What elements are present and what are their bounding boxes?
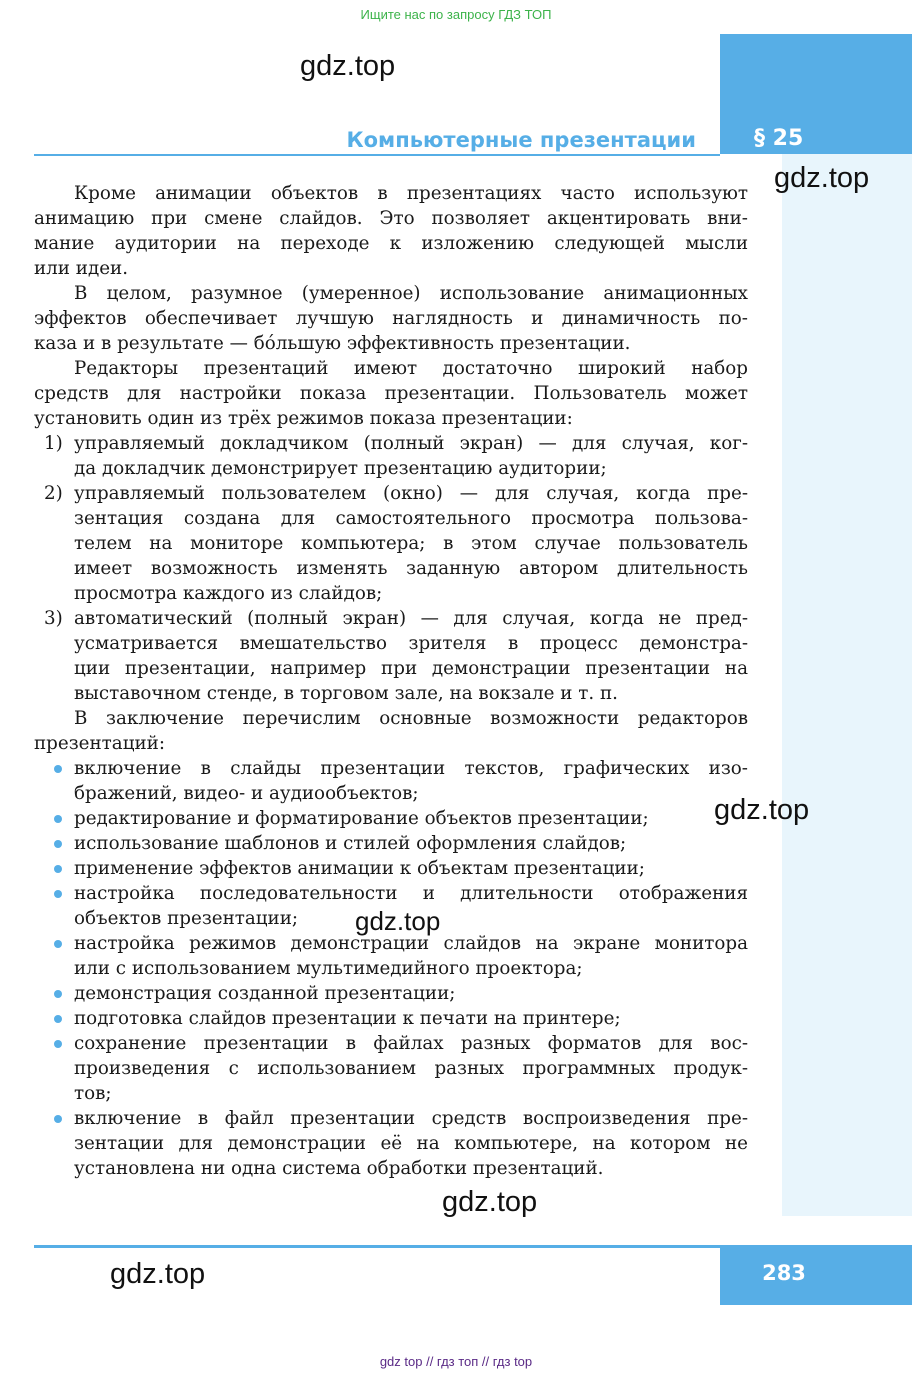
text-line: тов; — [74, 1083, 112, 1104]
text-line: бражений, видео- и аудиообъектов; — [74, 783, 419, 804]
watermark: gdz.top — [442, 1186, 538, 1218]
text-line: включение в слайды презентации текстов, графических изо- — [34, 756, 748, 781]
text-line: Редакторы презентаций имеют достаточно широкий набор — [74, 358, 748, 379]
text-line: 3) автоматический (полный экран) — для случая, когда не пред- — [44, 608, 748, 629]
header-accent-block — [720, 34, 912, 154]
bullet-dot-icon — [54, 865, 62, 873]
list-number: 2) — [44, 483, 63, 504]
bullet-dot-icon — [54, 890, 62, 898]
features-list — [34, 756, 748, 1181]
text-line: настройка последовательности и длительности отображения — [34, 881, 748, 906]
text-line: анимацию при смене слайдов. Это позволяет акцентировать вни- — [34, 208, 748, 229]
section-number: § 25 — [754, 126, 804, 151]
text-line: зентации для демонстрации её на компьютере, на котором не — [74, 1133, 748, 1154]
text-line: ции презентации, например при демонстрации презентации на — [74, 658, 748, 679]
text-line: имеет возможность изменять заданную автором длительность — [74, 558, 748, 579]
text-line: использование шаблонов и стилей оформления слайдов; — [34, 831, 748, 856]
watermark: gdz.top — [110, 1258, 206, 1290]
footer-rule — [34, 1245, 720, 1248]
header-rule — [34, 154, 720, 156]
list-item — [34, 856, 748, 881]
text-line: применение эффектов анимации к объектам презентации; — [34, 856, 748, 881]
text-line: демонстрация созданной презентации; — [34, 981, 748, 1006]
text-line: выставочном стенде, в торговом зале, на вокзале и т. п. — [74, 683, 618, 704]
text-line: редактирование и форматирование объектов презентации; — [34, 806, 748, 831]
list-item — [34, 481, 748, 606]
list-number: 3) — [44, 608, 63, 629]
bullet-dot-icon — [54, 815, 62, 823]
paragraph — [34, 181, 748, 281]
watermark: gdz.top — [774, 162, 870, 194]
text-line: мание аудитории на переходе к изложению следующей мысли — [34, 233, 748, 254]
watermark: gdz.top — [714, 794, 810, 826]
paragraph — [34, 356, 748, 431]
text-line: телем на мониторе компьютера; в этом случае пользователь — [74, 533, 748, 554]
text-line: В целом, разумное (умеренное) использование анимационных — [74, 283, 748, 304]
list-item — [34, 1106, 748, 1181]
paragraph — [34, 281, 748, 356]
text-line: средств для настройки показа презентации. Пользователь может — [34, 383, 748, 404]
bullet-dot-icon — [54, 1015, 62, 1023]
text-line: включение в файл презентации средств воспроизведения пре- — [34, 1106, 748, 1131]
paragraph — [34, 706, 748, 756]
page-body — [34, 181, 748, 1181]
margin-side-strip — [782, 154, 912, 1216]
watermark: gdz.top — [300, 50, 396, 82]
page-number: 283 — [762, 1261, 806, 1285]
list-item — [34, 981, 748, 1006]
bottom-site-note: gdz top // гдз топ // гдз top — [379, 1354, 533, 1369]
top-search-note: Ищите нас по запросу ГДЗ ТОП — [360, 7, 552, 22]
text-line: сохранение презентации в файлах разных форматов для вос- — [34, 1031, 748, 1056]
list-number: 1) — [44, 433, 63, 454]
text-line: презентаций: — [34, 733, 165, 754]
text-line: подготовка слайдов презентации к печати на принтере; — [34, 1006, 748, 1031]
text-line: каза и в результате — бо́льшую эффективность презентации. — [34, 333, 631, 354]
text-line: просмотра каждого из слайдов; — [74, 583, 383, 604]
text-line: зентация создана для самостоятельного просмотра пользова- — [74, 508, 748, 529]
bullet-dot-icon — [54, 940, 62, 948]
text-line: усматривается вмешательство зрителя в процесс демонстра- — [74, 633, 748, 654]
text-line: или с использованием мультимедийного проектора; — [74, 958, 583, 979]
text-line: да докладчик демонстрирует презентацию аудитории; — [74, 458, 607, 479]
text-line: 2) управляемый пользователем (окно) — для случая, когда пре- — [44, 483, 748, 504]
text-line: В заключение перечислим основные возможности редакторов — [74, 708, 748, 729]
bullet-dot-icon — [54, 1040, 62, 1048]
watermark: gdz.top — [355, 906, 441, 936]
bullet-dot-icon — [54, 1115, 62, 1123]
list-item — [34, 1031, 748, 1106]
list-item — [34, 1006, 748, 1031]
modes-list — [34, 431, 748, 706]
list-item — [34, 756, 748, 806]
bullet-dot-icon — [54, 990, 62, 998]
text-line: настройка режимов демонстрации слайдов на экране монитора — [34, 931, 748, 956]
list-item — [34, 606, 748, 706]
text-line: произведения с использованием разных программных продук- — [74, 1058, 748, 1079]
text-line: или идеи. — [34, 258, 129, 279]
list-item — [34, 831, 748, 856]
section-title: Компьютерные презентации — [346, 128, 696, 152]
text-line: Кроме анимации объектов в презентациях часто используют — [74, 183, 748, 204]
text-line: эффектов обеспечивает лучшую наглядность и динамичность по- — [34, 308, 748, 329]
list-item — [34, 431, 748, 481]
text-line: 1) управляемый докладчиком (полный экран) — для случая, ког- — [44, 433, 748, 454]
text-line: объектов презентации; — [74, 908, 299, 929]
list-item — [34, 931, 748, 981]
bullet-dot-icon — [54, 765, 62, 773]
bullet-dot-icon — [54, 840, 62, 848]
text-line: установить один из трёх режимов показа презентации: — [34, 408, 573, 429]
text-line: установлена ни одна система обработки презентаций. — [74, 1158, 604, 1179]
list-item — [34, 806, 748, 831]
